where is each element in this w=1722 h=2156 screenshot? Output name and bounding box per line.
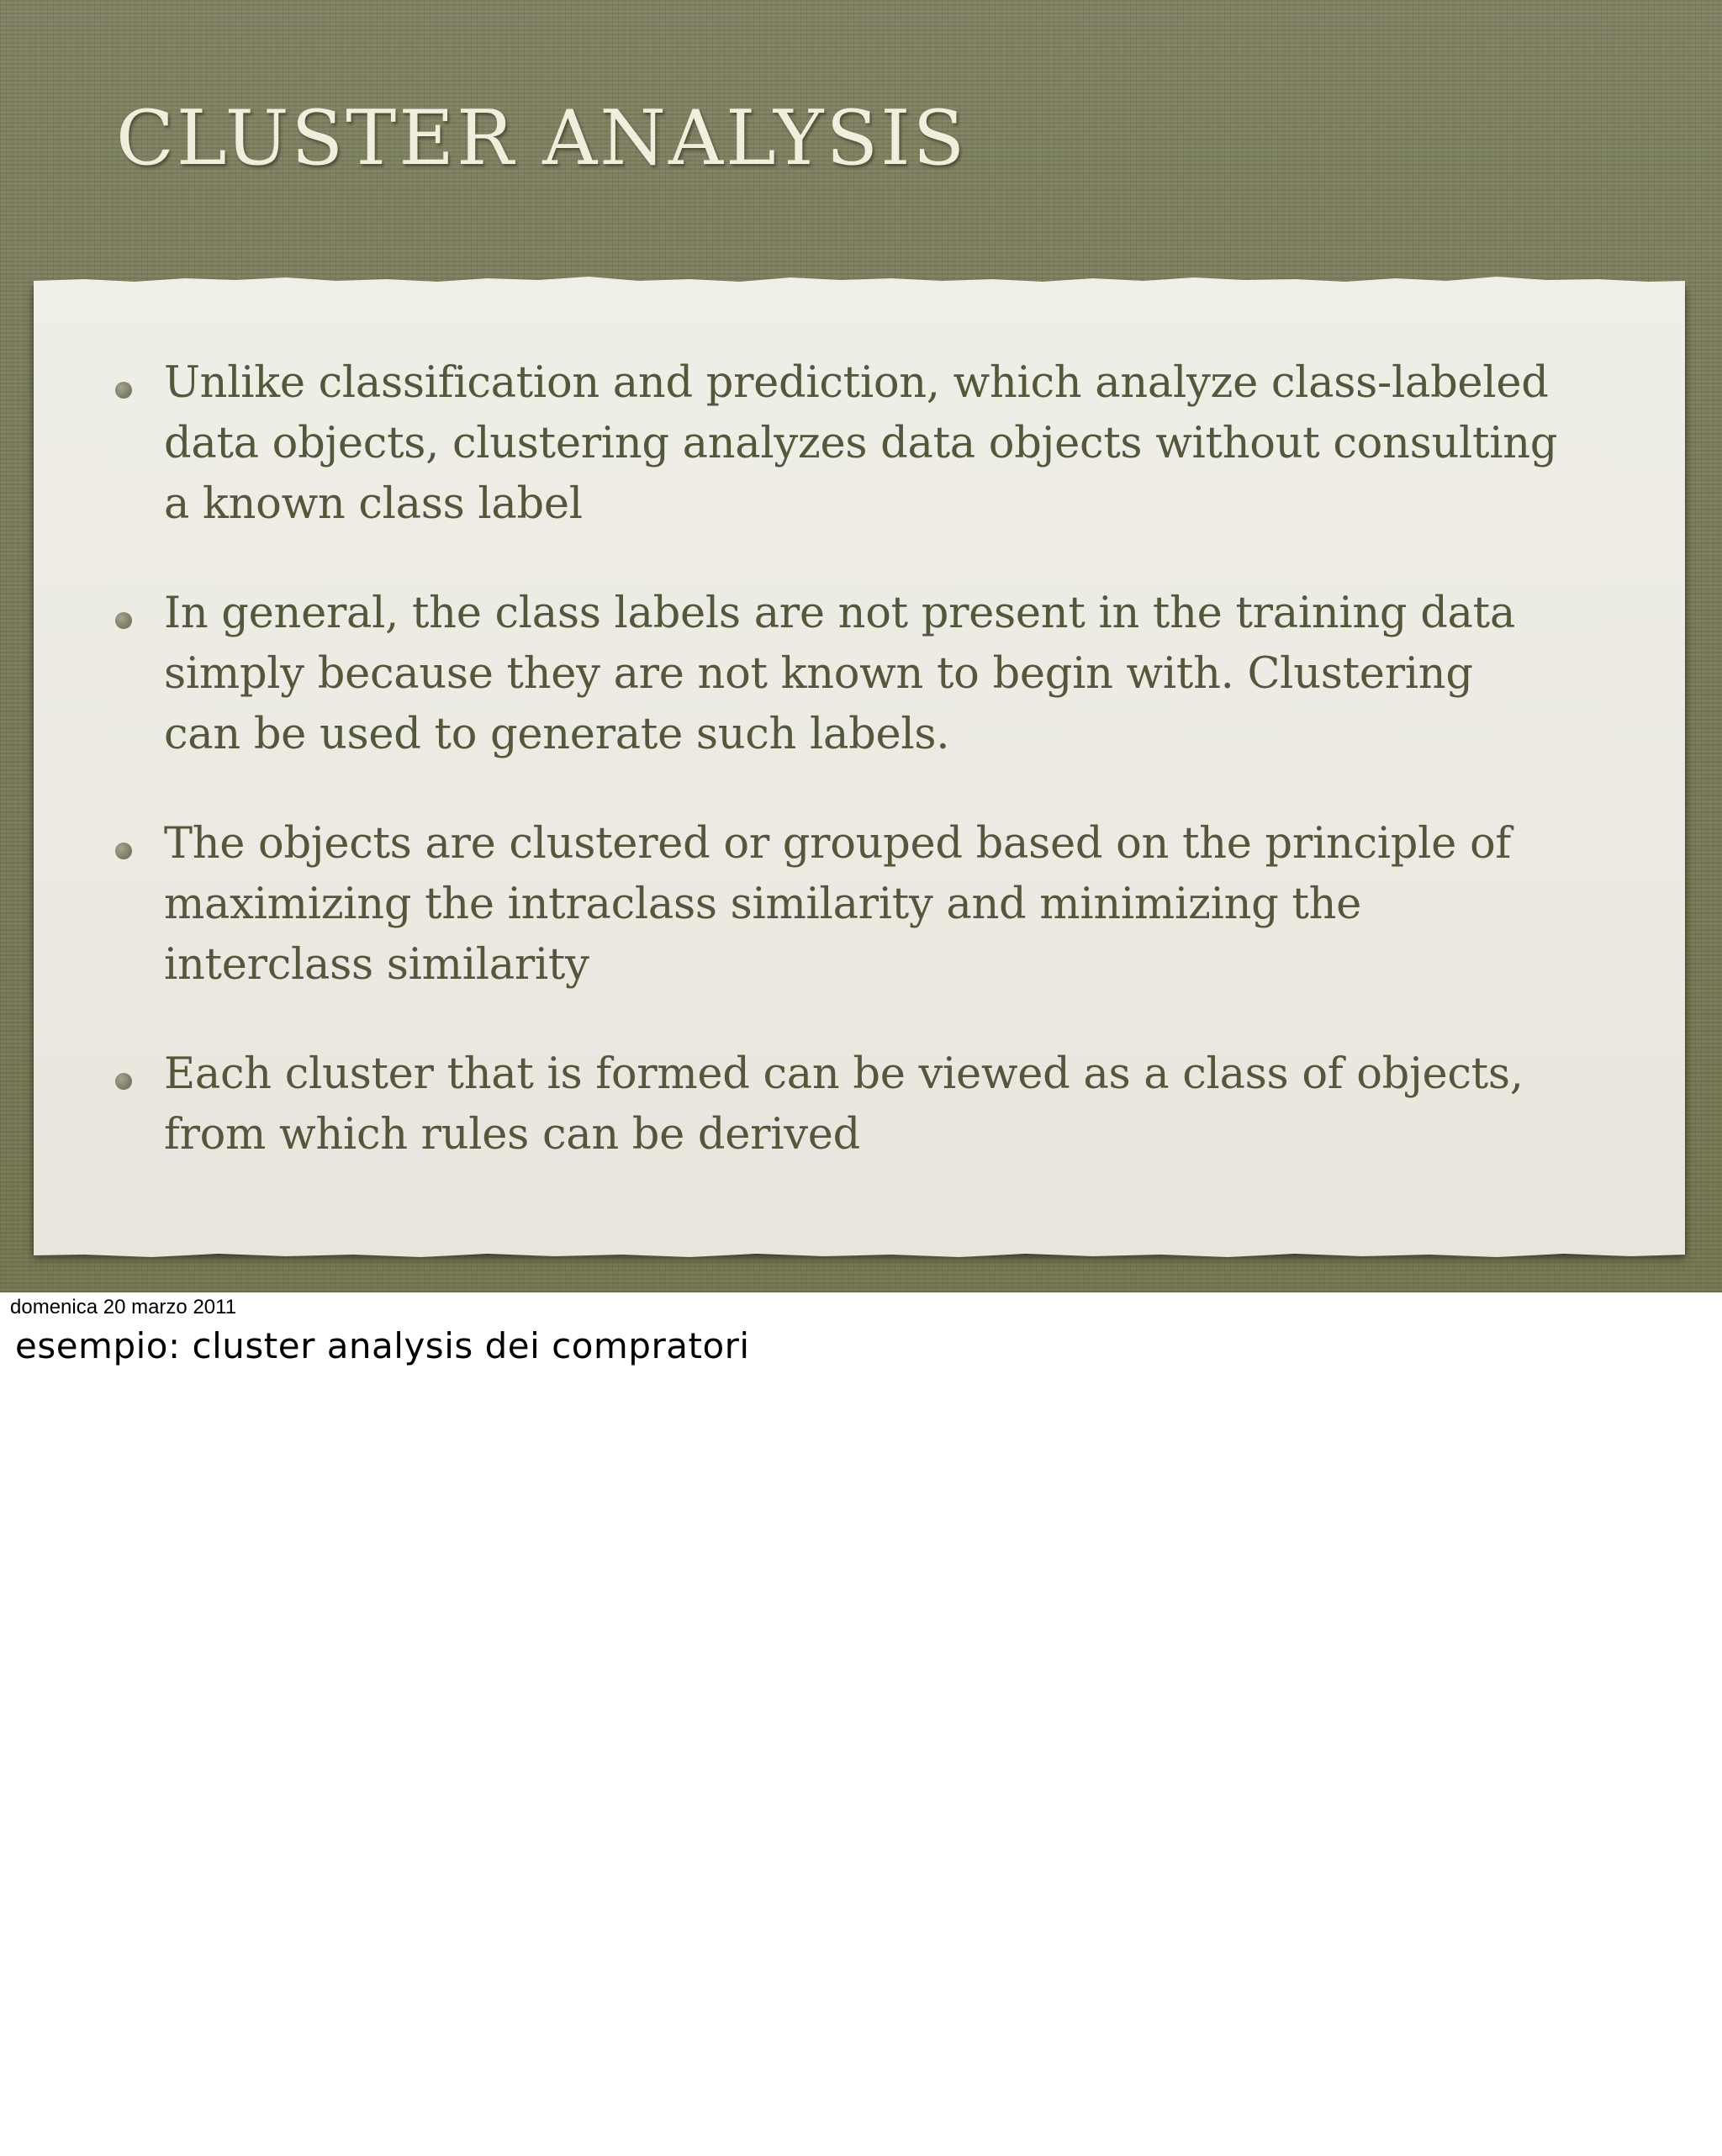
bullet-dot-icon — [115, 843, 132, 859]
paper-bottom-edge — [34, 1251, 1685, 1261]
torn-paper-edge — [34, 274, 1685, 288]
slide-date: domenica 20 marzo 2011 — [10, 1296, 237, 1318]
slide-title: CLUSTER ANALYSIS — [116, 94, 968, 182]
bullet-item — [129, 814, 1558, 996]
bullet-dot-icon — [115, 612, 132, 629]
bullet-text: The objects are clustered or grouped based on the principle of maximizing the intraclass similarity and minimizing the interclass similarity — [164, 819, 1511, 990]
bullet-dot-icon — [115, 382, 132, 399]
bullet-list — [129, 353, 1558, 1214]
bullet-item — [129, 1044, 1558, 1165]
speaker-note: esempio: cluster analysis dei compratori — [15, 1325, 750, 1366]
bullet-dot-icon — [115, 1073, 132, 1090]
bullet-item — [129, 353, 1558, 535]
bullet-text: In general, the class labels are not present in the training data simply because they are not known to begin with. Clustering can be used to generate such labels. — [164, 589, 1515, 759]
bullet-text: Unlike classification and prediction, which analyze class-labeled data objects, clustering analyzes data objects without consulting a known class label — [164, 358, 1558, 529]
bullet-text: Each cluster that is formed can be viewed as a class of objects, from which rules can be derived — [164, 1049, 1524, 1160]
bullet-item — [129, 584, 1558, 765]
